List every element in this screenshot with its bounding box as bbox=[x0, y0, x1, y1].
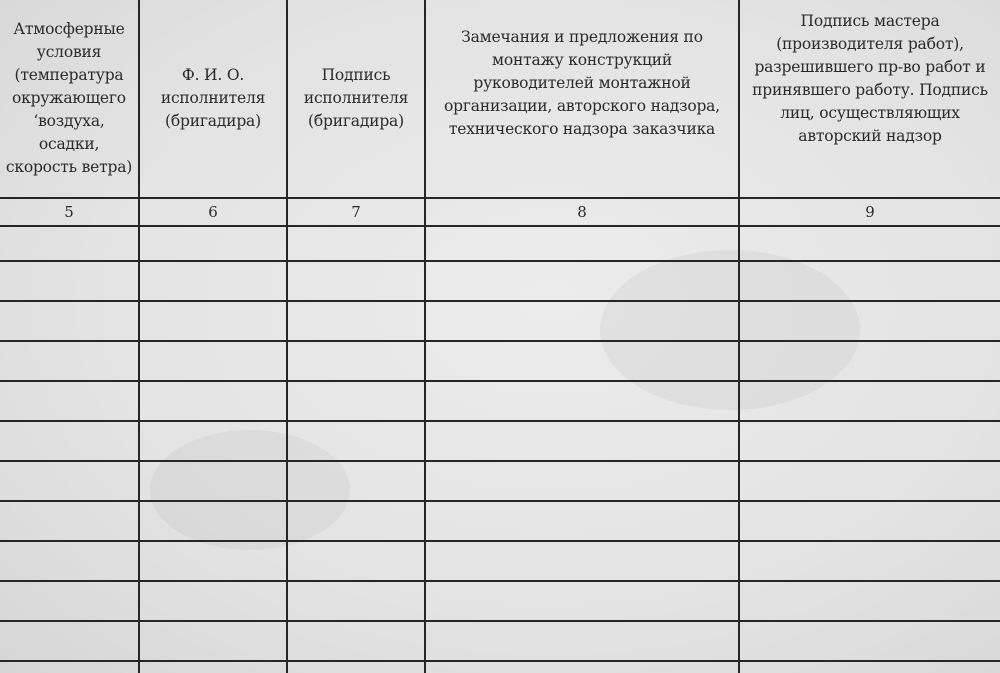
blank-entry-cell bbox=[287, 381, 425, 421]
column-number: 7 bbox=[287, 198, 425, 226]
blank-entry-cell bbox=[0, 581, 139, 621]
header-atmospheric-conditions: Атмосферные условия (температура окружающего ‘воздуха, осадки, скорость ветра) bbox=[0, 0, 139, 198]
blank-entry-cell bbox=[739, 261, 1000, 301]
blank-entry-cell bbox=[287, 501, 425, 541]
blank-entry-cell bbox=[425, 226, 739, 261]
blank-entry-row bbox=[0, 661, 1000, 673]
blank-entry-row bbox=[0, 226, 1000, 261]
blank-entry-cell bbox=[0, 501, 139, 541]
blank-entry-cell bbox=[139, 301, 287, 341]
blank-entry-cell bbox=[0, 421, 139, 461]
blank-entry-cell bbox=[139, 661, 287, 673]
header-remarks-and-proposals: Замечания и предложения по монтажу конструкций руководителей монтажной организации, авторского надзора, технического надзора заказчика bbox=[425, 0, 739, 198]
blank-entry-cell bbox=[0, 381, 139, 421]
blank-entry-cell bbox=[287, 261, 425, 301]
blank-entry-cell bbox=[739, 501, 1000, 541]
blank-entry-cell bbox=[287, 301, 425, 341]
blank-entry-row bbox=[0, 301, 1000, 341]
blank-entry-cell bbox=[425, 421, 739, 461]
blank-entry-cell bbox=[739, 581, 1000, 621]
blank-entry-row bbox=[0, 261, 1000, 301]
blank-entry-cell bbox=[425, 461, 739, 501]
blank-entry-cell bbox=[287, 661, 425, 673]
blank-entry-cell bbox=[287, 461, 425, 501]
blank-entry-row bbox=[0, 501, 1000, 541]
blank-entry-cell bbox=[0, 261, 139, 301]
blank-entry-cell bbox=[139, 226, 287, 261]
blank-entry-cell bbox=[0, 541, 139, 581]
header-performer-signature: Подпись исполнителя (бригадира) bbox=[287, 0, 425, 198]
blank-entry-cell bbox=[425, 621, 739, 661]
column-number: 9 bbox=[739, 198, 1000, 226]
blank-entry-cell bbox=[139, 621, 287, 661]
blank-entry-cell bbox=[739, 541, 1000, 581]
header-row bbox=[0, 0, 1000, 198]
blank-entry-cell bbox=[739, 661, 1000, 673]
blank-entry-cell bbox=[425, 661, 739, 673]
header-performer-name: Ф. И. О. исполнителя (бригадира) bbox=[139, 0, 287, 198]
column-number: 8 bbox=[425, 198, 739, 226]
blank-entry-row bbox=[0, 461, 1000, 501]
blank-entry-cell bbox=[425, 581, 739, 621]
blank-entry-row bbox=[0, 621, 1000, 661]
blank-entry-cell bbox=[0, 461, 139, 501]
blank-entry-cell bbox=[139, 381, 287, 421]
blank-entry-cell bbox=[425, 381, 739, 421]
blank-entry-cell bbox=[287, 621, 425, 661]
blank-entry-row bbox=[0, 381, 1000, 421]
blank-entry-cell bbox=[739, 421, 1000, 461]
blank-entry-cell bbox=[739, 621, 1000, 661]
blank-entry-cell bbox=[425, 261, 739, 301]
blank-entry-cell bbox=[425, 341, 739, 381]
blank-entry-cell bbox=[287, 226, 425, 261]
column-number: 6 bbox=[139, 198, 287, 226]
blank-entry-cell bbox=[0, 661, 139, 673]
blank-entry-cell bbox=[739, 461, 1000, 501]
blank-entry-row bbox=[0, 421, 1000, 461]
blank-entry-cell bbox=[139, 341, 287, 381]
column-number-row bbox=[0, 198, 1000, 226]
blank-entry-row bbox=[0, 341, 1000, 381]
blank-entry-cell bbox=[0, 341, 139, 381]
blank-entry-cell bbox=[739, 341, 1000, 381]
blank-entry-cell bbox=[425, 501, 739, 541]
blank-entry-cell bbox=[287, 581, 425, 621]
blank-entry-cell bbox=[139, 261, 287, 301]
blank-entry-cell bbox=[139, 581, 287, 621]
blank-entry-cell bbox=[139, 421, 287, 461]
blank-entry-cell bbox=[139, 541, 287, 581]
blank-entry-cell bbox=[739, 301, 1000, 341]
blank-entry-cell bbox=[287, 341, 425, 381]
blank-entry-row bbox=[0, 581, 1000, 621]
blank-entry-cell bbox=[287, 421, 425, 461]
blank-entry-cell bbox=[739, 226, 1000, 261]
blank-entry-cell bbox=[139, 461, 287, 501]
blank-entry-cell bbox=[139, 501, 287, 541]
blank-entry-cell bbox=[0, 621, 139, 661]
blank-entry-cell bbox=[287, 541, 425, 581]
blank-entry-cell bbox=[425, 301, 739, 341]
header-master-signature: Подпись мастера (производителя работ), разрешившего пр-во работ и принявшего работу. Подпись лиц, осуществляющих авторский надзор bbox=[739, 0, 1000, 198]
blank-entry-cell bbox=[739, 381, 1000, 421]
blank-entry-cell bbox=[425, 541, 739, 581]
column-number: 5 bbox=[0, 198, 139, 226]
blank-entry-cell bbox=[0, 301, 139, 341]
blank-entry-row bbox=[0, 541, 1000, 581]
blank-entry-cell bbox=[0, 226, 139, 261]
